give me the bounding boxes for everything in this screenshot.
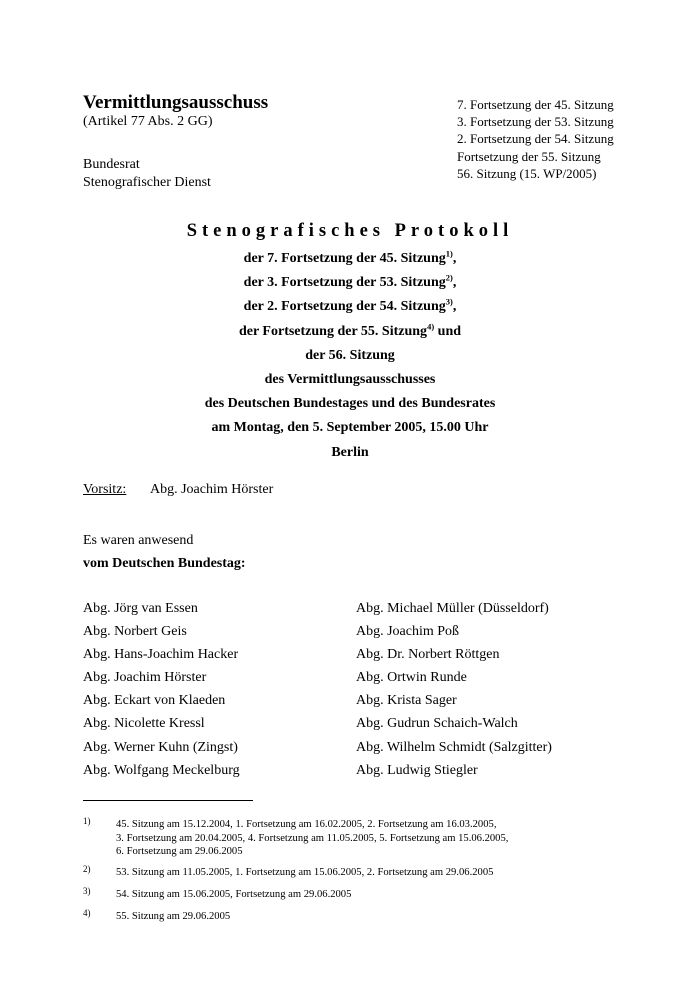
footnote-text [116, 888, 616, 902]
footnote [83, 910, 603, 926]
title-line-suffix: und [434, 323, 462, 339]
footnote-number: 3) [83, 886, 91, 896]
title-line: des Vermittlungsausschusses [264, 372, 436, 388]
footnote-line: 3. Fortsetzung am 20.04.2005, 4. Fortsetzung am 11.05.2005, 5. Fortsetzung am 15.06.2005, [116, 832, 509, 844]
committee-subtitle: (Artikel 77 Abs. 2 GG) [83, 114, 213, 129]
title-line [0, 295, 700, 319]
footnote [83, 818, 603, 862]
issuer-block [83, 156, 211, 192]
footnote [83, 866, 603, 882]
title-line-suffix: , [452, 299, 457, 315]
footnote-line: 54. Sitzung am 15.06.2005, Fortsetzung am 29.06.2005 [116, 889, 352, 900]
attendee-name: Abg. Gudrun Schaich-Walch [356, 716, 518, 732]
issuer-line: Stenografischer Dienst [83, 175, 211, 190]
session-list [457, 96, 614, 182]
issuer-line: Bundesrat [83, 157, 140, 172]
attendee-name: Abg. Ortwin Runde [356, 670, 467, 686]
attendee-name: Abg. Nicolette Kressl [83, 716, 205, 732]
footnote-ref: 3) [445, 296, 453, 307]
attendee-name: Abg. Krista Sager [356, 693, 457, 709]
attendee-name: Abg. Joachim Poß [356, 624, 460, 640]
attendee-list-right [356, 597, 552, 782]
attendance-intro [83, 529, 246, 575]
session-line: Fortsetzung der 55. Sitzung [457, 148, 601, 164]
session-line: 7. Fortsetzung der 45. Sitzung [457, 97, 614, 112]
footnote-line: 45. Sitzung am 15.12.2004, 1. Fortsetzung am 16.02.2005, 2. Fortsetzung am 16.03.2005, [116, 819, 497, 830]
title-line [0, 271, 700, 295]
document-title: Stenografisches Protokoll [186, 221, 514, 241]
attendee-name: Abg. Eckart von Klaeden [83, 693, 226, 709]
title-line-text: der Fortsetzung der 55. Sitzung [238, 323, 428, 339]
footnote-separator [83, 800, 253, 801]
footnote-ref: 1) [445, 248, 453, 259]
attendance-group-heading: vom Deutschen Bundestag: [83, 556, 246, 571]
attendee-name: Abg. Norbert Geis [83, 624, 187, 640]
session-line: 56. Sitzung (15. WP/2005) [457, 165, 597, 181]
footnote-ref: 4) [427, 320, 435, 331]
footnote-line: 6. Fortsetzung am 29.06.2005 [116, 846, 243, 858]
attendee-name: Abg. Dr. Norbert Röttgen [356, 647, 500, 663]
attendee-name: Abg. Joachim Hörster [83, 670, 207, 686]
committee-title: Vermittlungsausschuss [83, 92, 269, 113]
footnote-ref: 2) [445, 272, 453, 283]
title-line [0, 320, 700, 344]
footnote-line: 53. Sitzung am 11.05.2005, 1. Fortsetzung am 15.06.2005, 2. Fortsetzung am 29.06.2005 [116, 867, 494, 878]
chair-name: Abg. Joachim Hörster [150, 482, 274, 497]
footnote-text [116, 866, 616, 880]
attendee-name: Abg. Werner Kuhn (Zingst) [83, 739, 238, 755]
session-line: 2. Fortsetzung der 54. Sitzung [457, 131, 614, 147]
footnote-number: 1) [83, 816, 91, 826]
title-lines [0, 247, 700, 465]
title-line: der 56. Sitzung [305, 347, 395, 363]
attendance-intro-text: Es waren anwesend [83, 533, 194, 548]
footnote-number: 2) [83, 864, 91, 874]
attendee-name: Abg. Jörg van Essen [83, 601, 198, 616]
footnote-text [116, 818, 616, 859]
title-line-text: der 3. Fortsetzung der 53. Sitzung [243, 275, 446, 291]
footnote [83, 888, 603, 904]
title-line [0, 247, 700, 271]
attendee-name: Abg. Ludwig Stiegler [356, 762, 478, 778]
session-line: 3. Fortsetzung der 53. Sitzung [457, 114, 614, 130]
title-line-suffix: , [452, 275, 457, 291]
title-line-suffix: , [452, 251, 457, 266]
title-line-text: der 7. Fortsetzung der 45. Sitzung [243, 251, 446, 266]
footnote-line: 55. Sitzung am 29.06.2005 [116, 911, 231, 922]
attendee-name: Abg. Wolfgang Meckelburg [83, 762, 240, 778]
attendee-list-left [83, 597, 240, 782]
title-line: Berlin [331, 444, 369, 460]
title-line: am Montag, den 5. September 2005, 15.00 Uhr [211, 420, 489, 436]
attendee-name: Abg. Hans-Joachim Hacker [83, 647, 239, 663]
chair-label: Vorsitz: [83, 482, 127, 497]
attendee-name: Abg. Michael Müller (Düsseldorf) [356, 601, 549, 616]
title-line: des Deutschen Bundestages und des Bundesrates [204, 396, 496, 412]
footnote-text [116, 910, 616, 924]
footnote-number: 4) [83, 908, 91, 918]
title-line-text: der 2. Fortsetzung der 54. Sitzung [243, 299, 446, 315]
attendee-name: Abg. Wilhelm Schmidt (Salzgitter) [356, 739, 552, 755]
